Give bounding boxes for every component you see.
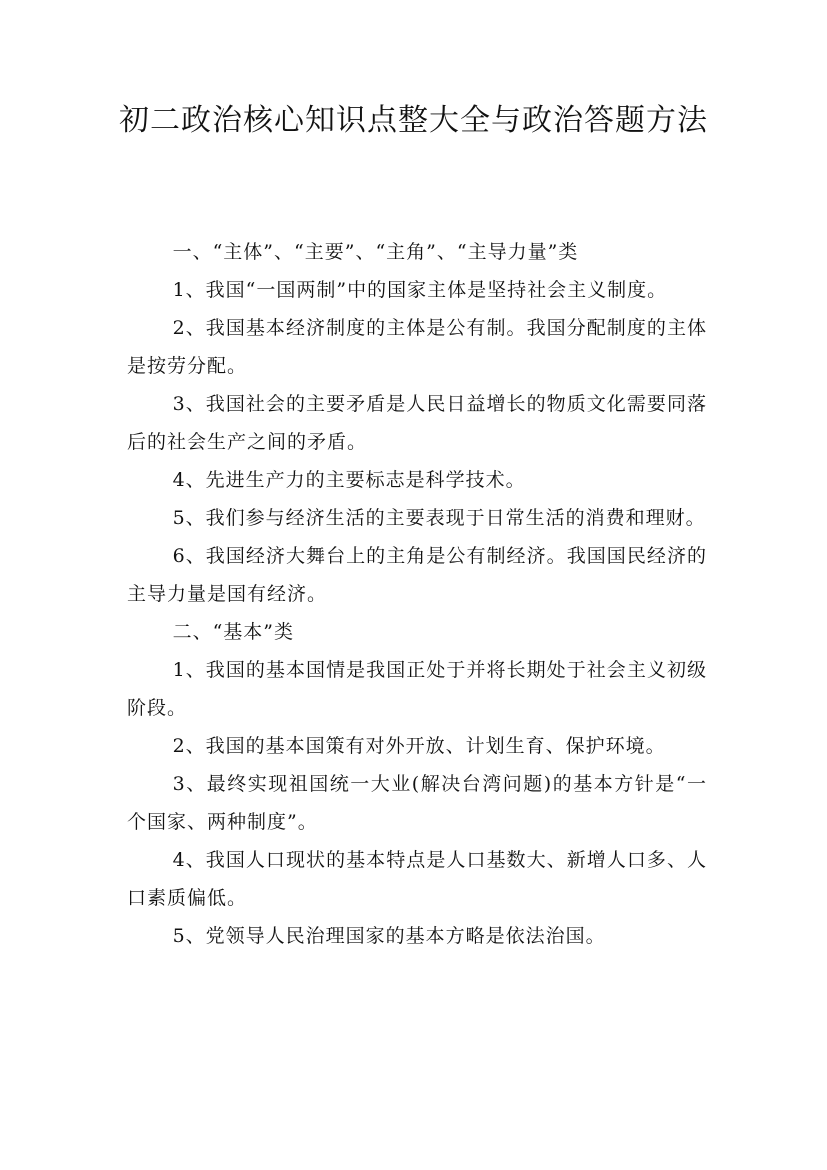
paragraph: 3、我国社会的主要矛盾是人民日益增长的物质文化需要同落后的社会生产之间的矛盾。 (127, 393, 707, 453)
section-heading-2: 二、“基本”类 (172, 621, 295, 643)
paragraph: 1、我国“一国两制”中的国家主体是坚持社会主义制度。 (172, 279, 668, 301)
paragraph: 4、先进生产力的主要标志是科学技术。 (172, 469, 526, 491)
paragraph: 2、我国基本经济制度的主体是公有制。我国分配制度的主体是按劳分配。 (127, 317, 707, 377)
section-heading-1: 一、“主体”、“主要”、“主角”、“主导力量”类 (172, 241, 579, 263)
paragraph: 2、我国的基本国策有对外开放、计划生育、保护环境。 (172, 735, 666, 757)
paragraph: 4、我国人口现状的基本特点是人口基数大、新增人口多、人口素质偏低。 (127, 849, 707, 909)
paragraph: 1、我国的基本国情是我国正处于并将长期处于社会主义初级阶段。 (127, 659, 707, 719)
paragraph: 3、最终实现祖国统一大业(解决台湾问题)的基本方针是“一个国家、两种制度”。 (127, 773, 707, 833)
paragraph: 5、党领导人民治理国家的基本方略是依法治国。 (172, 925, 606, 947)
document-title: 初二政治核心知识点整大全与政治答题方法 (119, 103, 708, 138)
paragraph: 5、我们参与经济生活的主要表现于日常生活的消费和理财。 (172, 507, 706, 529)
document-body (127, 233, 707, 955)
paragraph: 6、我国经济大舞台上的主角是公有制经济。我国国民经济的主导力量是国有经济。 (127, 545, 707, 605)
